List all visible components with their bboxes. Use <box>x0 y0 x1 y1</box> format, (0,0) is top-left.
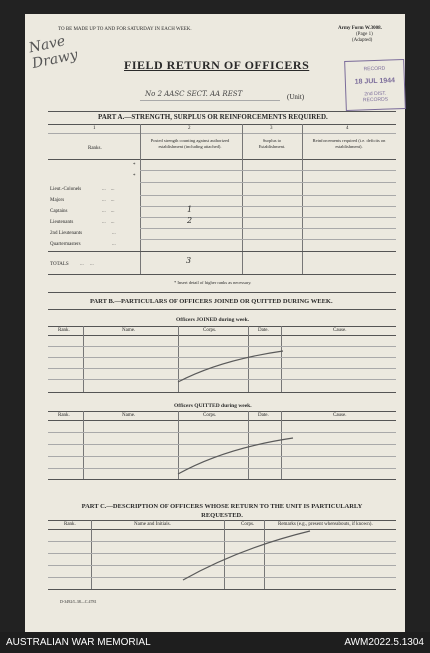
col-number-3: 3 <box>270 126 273 131</box>
captains-posted: 1 <box>187 205 193 214</box>
col-header-reinforcements: Reinforcements required (i.e. deficits on establishment). <box>312 138 386 149</box>
joined-col-corps: Corps. <box>203 328 217 333</box>
unit-label: (Unit) <box>287 93 305 101</box>
stamp-line1: RECORD <box>363 65 386 73</box>
joined-cancel-stroke <box>178 351 283 382</box>
part-a-title: PART A.—STRENGTH, SURPLUS OR REINFORCEMENTS REQUIRED. <box>98 113 328 121</box>
rank-dots-3: ... ... <box>102 187 115 192</box>
rank-row-2: * <box>133 174 136 179</box>
col-number-4: 4 <box>346 126 349 131</box>
quitted-col-cause: Cause. <box>333 413 347 418</box>
joined-col-cause: Cause. <box>333 328 347 333</box>
joined-title: Officers JOINED during week. <box>176 317 250 323</box>
part-a-footnote: * Insert detail of higher ranks as necessary. <box>174 280 252 285</box>
rank-row-5: Captains <box>50 209 68 214</box>
col-number-1: 1 <box>93 126 96 131</box>
joined-col-rank: Rank. <box>58 328 70 333</box>
rank-row-4: Majors <box>50 198 65 203</box>
joined-col-name: Name. <box>122 328 136 333</box>
col-header-surplus: Surplus to Establishment. <box>258 138 286 149</box>
quitted-title: Officers QUITTED during week. <box>174 403 252 409</box>
rank-dots-6: ... ... <box>102 220 115 225</box>
rank-row-6: Lieutenants <box>50 220 74 225</box>
stamp-date: 18 JUL 1944 <box>354 77 396 86</box>
quitted-col-name: Name. <box>122 413 136 418</box>
form-number: Army Form W.3008. <box>338 26 382 31</box>
totals-posted: 3 <box>186 256 192 265</box>
form-title: FIELD RETURN OF OFFICERS <box>124 58 310 72</box>
archive-footer <box>0 632 430 653</box>
part-c-col-rank: Rank. <box>64 522 76 527</box>
part-c-col-remarks: Remarks (e.g., present whereabouts, if known). <box>278 522 373 527</box>
col-number-2: 2 <box>188 126 191 131</box>
stamp-line4: RECORDS <box>362 96 389 104</box>
rank-row-7: 2nd Lieutenants <box>50 231 83 236</box>
rank-dots-5: ... ... <box>102 209 115 214</box>
print-code: D-3492/L.38—C.4781 <box>60 599 97 604</box>
col-header-ranks: Ranks. <box>88 146 102 151</box>
rank-dots-4: ... ... <box>102 198 115 203</box>
rank-row-1: * <box>133 163 136 168</box>
rank-dots-8: ... <box>112 242 116 247</box>
footer-institution: AUSTRALIAN WAR MEMORIAL <box>6 637 151 648</box>
totals-label: TOTALS <box>50 262 69 267</box>
rank-row-8: Quartermasters <box>50 242 81 247</box>
joined-col-date: Date. <box>258 328 269 333</box>
quitted-col-date: Date. <box>258 413 269 418</box>
part-c-col-name: Name and Initials. <box>134 522 171 527</box>
part-c-col-corps: Corps. <box>241 522 255 527</box>
totals-dots: ... ... <box>80 262 94 267</box>
col-header-posted: Posted strength counting against authorized establishment (including attached). <box>150 138 230 149</box>
rank-dots-7: ... <box>112 231 116 236</box>
part-b-title: PART B.—PARTICULARS OF OFFICERS JOINED OR QUITTED DURING WEEK. <box>90 298 333 305</box>
unit-name: No 2 AASC SECT. AA REST <box>145 90 243 98</box>
form-note: (Adapted) <box>352 38 373 43</box>
footer-accession: AWM2022.5.1304 <box>344 637 424 648</box>
part-c-title-line2: REQUESTED. <box>201 512 243 519</box>
quitted-cancel-stroke <box>178 438 293 474</box>
part-c-cancel-stroke <box>183 531 310 580</box>
quitted-col-rank: Rank. <box>58 413 70 418</box>
rank-row-3: Lieut.-Colonels <box>50 187 82 192</box>
instruction-text: TO BE MADE UP TO AND FOR SATURDAY IN EACH WEEK. <box>58 27 192 32</box>
part-c-title-line1: PART C.—DESCRIPTION OF OFFICERS WHOSE RETURN TO THE UNIT IS PARTICULARLY <box>81 503 363 510</box>
lieutenants-posted: 2 <box>187 216 193 225</box>
handwritten-note: Nave Drawy <box>27 33 80 73</box>
quitted-col-corps: Corps. <box>203 413 217 418</box>
stamp-line3: 2nd DIST. <box>364 90 387 98</box>
form-page: (Page 1) <box>356 32 373 37</box>
